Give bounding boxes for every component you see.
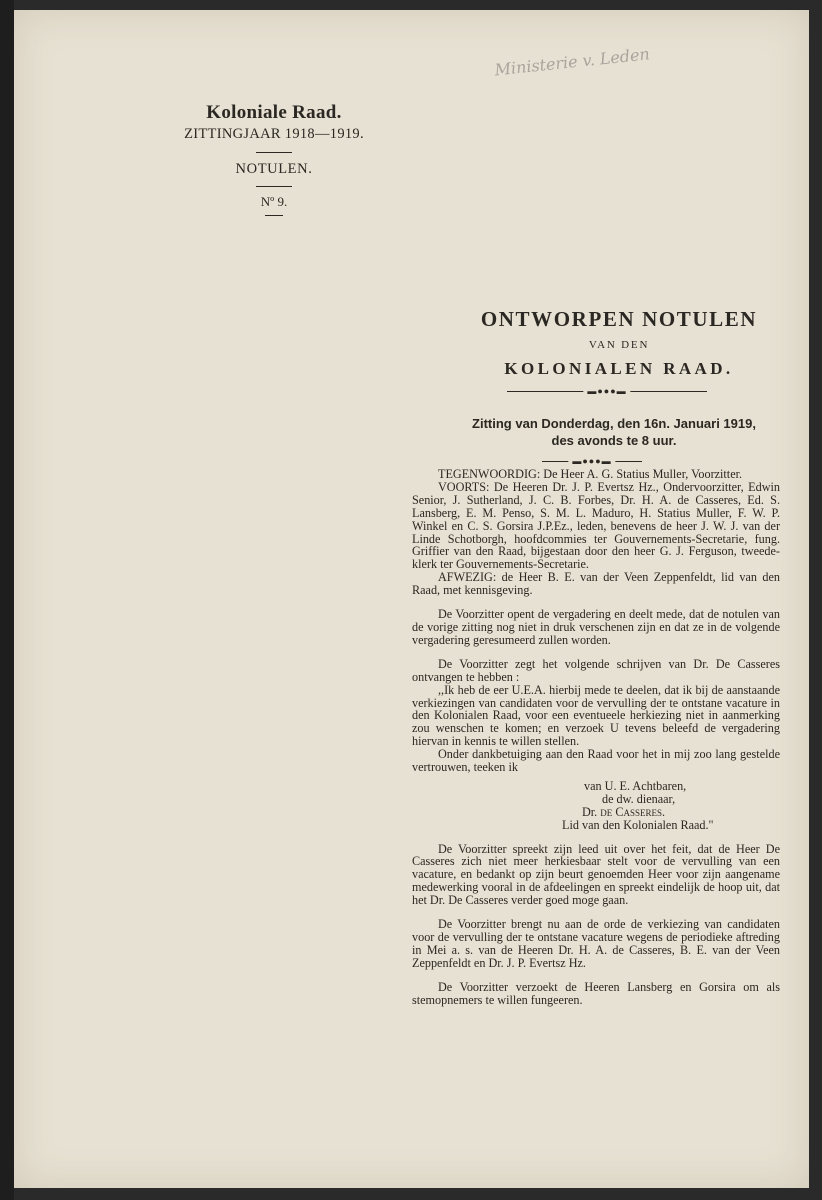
paragraph: De Voorzitter spreekt zijn leed uit over het feit, dat de Heer De Casseres zich niet meer herkiesbaar stelt voor de vervulling van een vacature, en bedankt op zijn beurt genoemden Heer voor zijn aangename medewerking vooral in de afdeelingen en spreekt eindelijk de hoop uit, dat het Dr. De Casseres verder goed moge gaan. — [412, 841, 780, 908]
attendance-present: TEGENWOORDIG: De Heer A. G. Statius Muller, Voorzitter. — [438, 467, 743, 481]
ornament-dots: ▬●●●▬ — [583, 387, 630, 396]
letter-closing: de dw. dienaar, — [602, 791, 676, 806]
document-header — [164, 102, 384, 216]
attendance-absent: AFWEZIG: de Heer B. E. van der Veen Zeppenfeldt, lid van den Raad, met kennisgeving. — [412, 570, 780, 598]
letter-closing: van U. E. Achtbaren, — [584, 778, 687, 793]
handwritten-note: Ministerie v. Leden — [493, 44, 651, 80]
main-title: ONTWORPEN NOTULEN — [480, 307, 758, 331]
paragraph: De Voorzitter brengt nu aan de orde de verkiezing van candidaten voor de vervulling der te ontstane vacature wegens de periodieke aftreding in Mei a. s. van de Heeren Dr. H. A. de Casseres, B. E. van der Veen Zeppenfeldt en Dr. J. P. Evertsz Hz. — [412, 917, 780, 970]
title-connector: VAN DEN — [588, 339, 650, 351]
title-block — [424, 307, 784, 467]
paragraph: De Voorzitter zegt het volgende schrijven van Dr. De Casseres ontvangen te hebben : — [412, 656, 780, 684]
letter-closing: Lid van den Kolonialen Raad." — [562, 817, 714, 832]
sitting-info — [444, 415, 784, 449]
divider — [256, 186, 292, 187]
council-title: KOLONIALEN RAAD. — [504, 359, 734, 378]
session-year: ZITTINGJAAR 1918—1919. — [184, 126, 364, 142]
council-name: Koloniale Raad. — [206, 102, 342, 123]
sitting-date: Zitting van Donderdag, den 16n. Januari 1919, — [472, 416, 756, 431]
document-type: NOTULEN. — [235, 161, 313, 177]
document-page — [14, 10, 809, 1188]
document-number: Nº 9. — [260, 194, 288, 209]
attendance-others: VOORTS: De Heeren Dr. J. P. Evertsz Hz., Ondervoorzitter, Edwin Senior, J. Sutherland, J. C. B. Forbes, Dr. H. A. de Casseres, Ed. S. Lansberg, E. M. Penso, S. M. L. Maduro, H. Statius Muller, F. W. P. Winkel en C. S. Gorsira J.P.Ez., leden, benevens de heer J. W. J. van der Linde Schotborgh, hoofdcommies ter Gouvernements-Secretarie, fung. Griffier van den Raad, bijgestaan door den heer G. J. Ferguson, tweede-klerk ter Gouvernements-Secretarie. — [412, 479, 780, 572]
signature-name: de Casseres. — [600, 804, 666, 819]
letter-quote: Onder dankbetuiging aan den Raad voor het in mij zoo lang gestelde vertrouwen, teeken ik — [412, 747, 780, 775]
divider — [265, 215, 283, 216]
letter-signature — [412, 806, 780, 819]
ornament-divider — [542, 457, 642, 467]
divider — [256, 152, 292, 153]
sitting-time: des avonds te 8 uur. — [551, 433, 677, 448]
signature-prefix: Dr. — [582, 804, 598, 819]
ornament-divider — [507, 387, 707, 397]
paragraph: De Voorzitter verzoekt de Heeren Lansberg en Gorsira om als stemopnemers te willen fungeeren. — [412, 979, 780, 1007]
minutes-body — [412, 468, 780, 1007]
scan-border — [0, 0, 14, 1200]
ornament-dots: ▬●●●▬ — [568, 457, 615, 466]
letter-quote: ,,Ik heb de eer U.E.A. hierbij mede te deelen, dat ik bij de aanstaande verkiezingen van candidaten voor de vervulling der te ontstane vacature in den Kolonialen Raad, voor een eventueele herkiezing niet in aanmerking zou wenschen te komen; en verzoek U tevens beleefd de vergadering hiervan in kennis te willen stellen. — [412, 682, 780, 749]
paragraph: De Voorzitter opent de vergadering en deelt mede, dat de notulen van de vorige zitting nog niet in druk verschenen zijn en dat ze in de volgende vergadering geresumeerd zullen worden. — [412, 607, 780, 647]
